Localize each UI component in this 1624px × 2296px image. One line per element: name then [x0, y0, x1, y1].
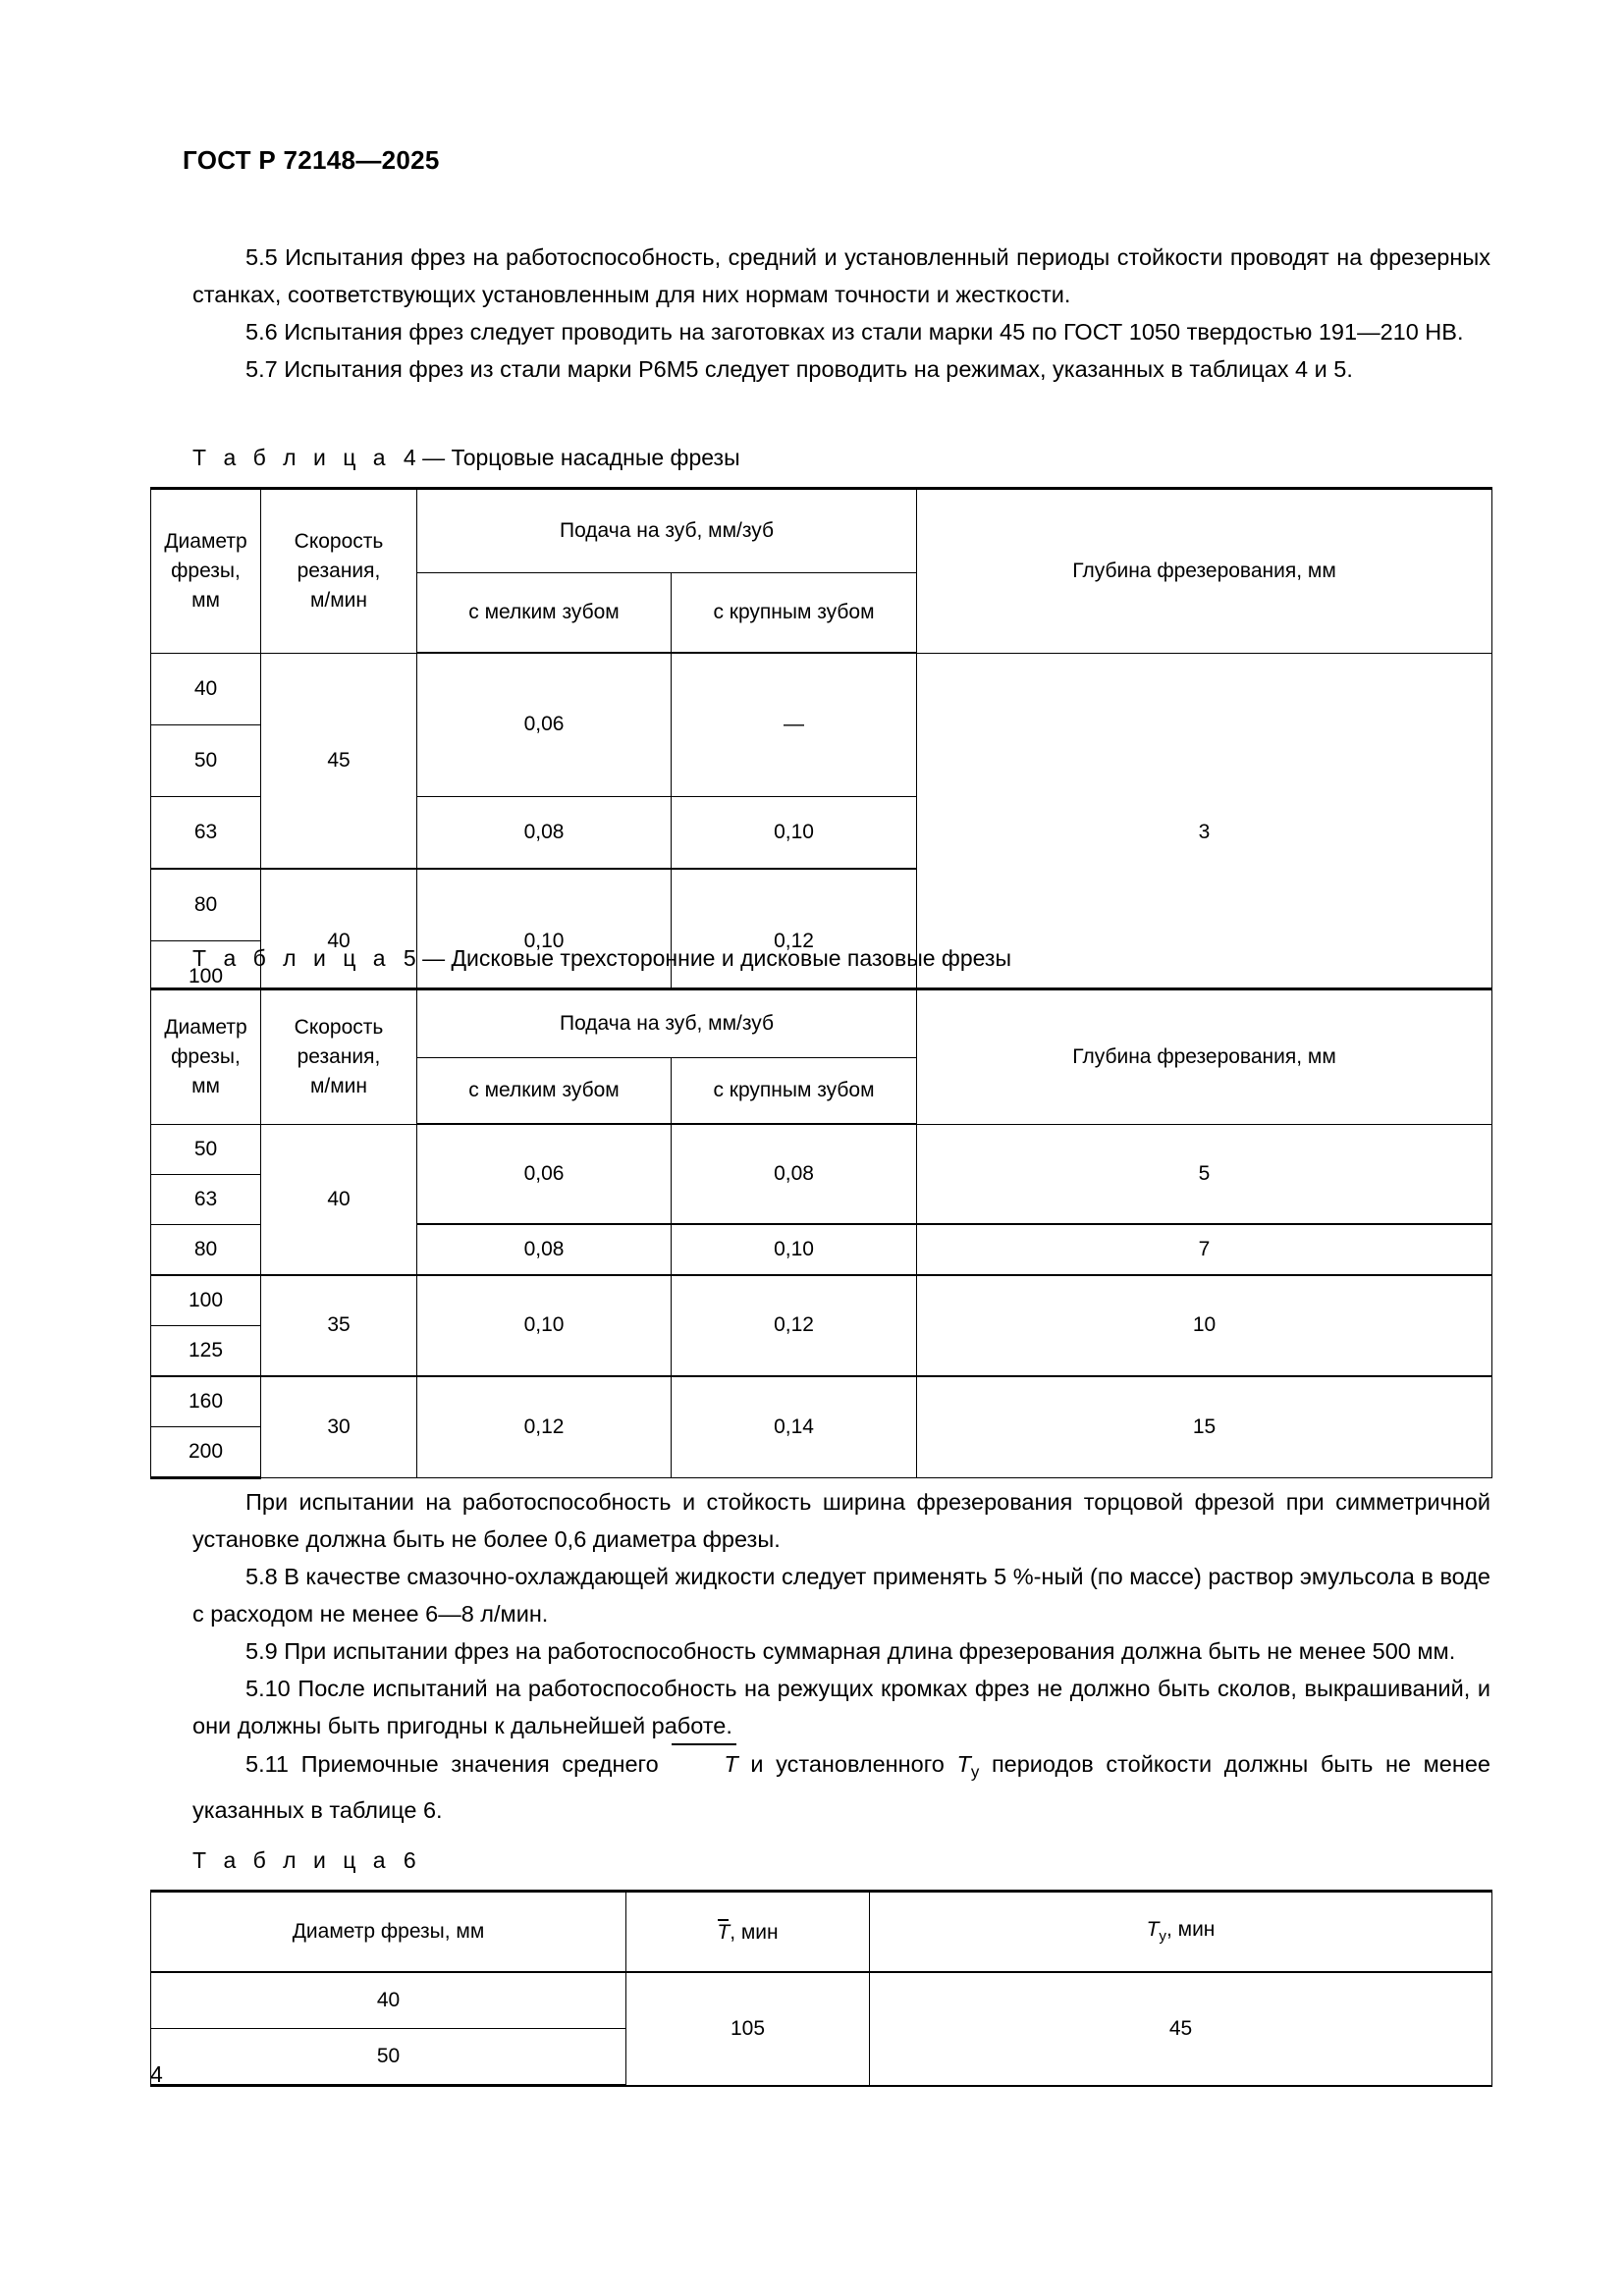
table-4-cell-feed-coarse: 0,10: [672, 796, 917, 869]
table-5-cell-feed-fine: 0,08: [417, 1224, 672, 1275]
table-5-cell-speed: 30: [261, 1376, 417, 1478]
table-4-caption-title: Торцовые насадные фрезы: [451, 445, 740, 470]
table-4-cell-feed-coarse: —: [672, 653, 917, 796]
table-5-header-row-1: [151, 989, 1492, 1058]
table-row: [151, 1972, 1492, 2029]
table-5-cell-feed-fine: 0,10: [417, 1275, 672, 1376]
paragraph-5-6: 5.6 Испытания фрез следует проводить на заготовках из стали марки 45 по ГОСТ 1050 твердостью 191—210 HB.: [245, 319, 1464, 345]
paragraph-5-11-part-a: 5.11 Приемочные значения среднего: [245, 1751, 672, 1777]
table-4-caption-number: 4: [403, 445, 416, 470]
page-number: 4: [150, 2061, 163, 2087]
table-5-col-depth: Глубина фрезерования, мм: [917, 989, 1492, 1125]
table-5-cell-speed: 35: [261, 1275, 417, 1376]
paragraph-5-8: 5.8 В качестве смазочно-охлаждающей жидкости следует применять 5 %-ный (по массе) раствор эмульсола в воде с расходом не менее 6—8 л/мин.: [192, 1564, 1490, 1627]
table-6-caption-number: 6: [403, 1847, 416, 1873]
table-5-cell-feed-fine: 0,06: [417, 1124, 672, 1224]
table-4-cell-speed: 45: [261, 653, 417, 869]
table-4-cell-depth: 3: [917, 653, 1492, 1013]
table-row: [151, 653, 1492, 724]
table-5-col-speed: Скорость резания, м/мин: [261, 989, 417, 1125]
table-5-caption-number: 5: [403, 945, 416, 971]
table-6-caption: [192, 1847, 416, 1874]
table-5-col-feed-group: Подача на зуб, мм/зуб: [417, 989, 917, 1058]
table-4-col-feed-group: Подача на зуб, мм/зуб: [417, 489, 917, 573]
paragraph-5-10: 5.10 После испытаний на работоспособность на режущих кромках фрез не должно быть сколов, выкрашиваний, и они должны быть пригодны к дальнейшей работе.: [192, 1676, 1490, 1738]
table-4: [150, 487, 1492, 1015]
table-6-cell-diameter: 50: [151, 2029, 626, 2086]
table-4-col-speed: Скорость резания, м/мин: [261, 489, 417, 654]
table-4-caption-label: Т а б л и ц а: [192, 445, 392, 470]
table-5-caption: [192, 945, 1011, 972]
table-4-cell-diameter: 63: [151, 796, 261, 869]
table-4-cell-speed: 40: [261, 869, 417, 1014]
table-5-cell-diameter: 63: [151, 1174, 261, 1224]
table-6-header-row: [151, 1892, 1492, 1973]
paragraph-5-11-part-b: и установленного: [737, 1751, 957, 1777]
table-5-cell-feed-fine: 0,12: [417, 1376, 672, 1478]
table-5-cell-speed: 40: [261, 1124, 417, 1275]
table-5-cell-depth: 7: [917, 1224, 1492, 1275]
table-4-caption-dash: —: [422, 445, 446, 470]
table-5-cell-feed-coarse: 0,12: [672, 1275, 917, 1376]
table-6-caption-label: Т а б л и ц а: [192, 1847, 392, 1873]
table-5-col-diameter: Диаметр фрезы, мм: [151, 989, 261, 1125]
paragraph-5-7: 5.7 Испытания фрез из стали марки Р6М5 следует проводить на режимах, указанных в таблицах 4 и 5.: [245, 356, 1353, 382]
table-6: [150, 1890, 1492, 2087]
running-header: ГОСТ Р 72148—2025: [183, 145, 440, 175]
table-5-cell-diameter: 50: [151, 1124, 261, 1174]
table-4-cell-diameter: 40: [151, 653, 261, 724]
table-6-col-diameter: Диаметр фрезы, мм: [151, 1892, 626, 1973]
table-4-cell-feed-coarse: 0,12: [672, 869, 917, 1014]
table-4-cell-feed-fine: 0,10: [417, 869, 672, 1014]
table-5-cell-feed-coarse: 0,08: [672, 1124, 917, 1224]
table-5-caption-title: Дисковые трехсторонние и дисковые пазовые фрезы: [451, 945, 1011, 971]
post-table-paragraphs: [192, 1483, 1490, 1829]
paragraph-5-11: [192, 1744, 1490, 1829]
table-row: [151, 1275, 1492, 1326]
table-row: [151, 1124, 1492, 1174]
table-5-cell-diameter: 160: [151, 1376, 261, 1427]
paragraph-5-5: 5.5 Испытания фрез на работоспособность, средний и установленный периоды стойкости проводят на фрезерных станках, соответствующих установленным для них нормам точности и жесткости.: [192, 244, 1490, 307]
table-5-cell-diameter: 100: [151, 1275, 261, 1326]
paragraph-5-11-part-c: периодов стойкости должны быть не менее указанных в таблице 6.: [192, 1751, 1490, 1823]
paragraph-width-note: При испытании на работоспособность и стойкость ширина фрезерования торцовой фрезой при симметричной установке должна быть не более 0,6 диаметра фрезы.: [192, 1489, 1490, 1552]
table-4-header-row-1: [151, 489, 1492, 573]
table-5-cell-depth: 15: [917, 1376, 1492, 1478]
table-4-cell-diameter: 100: [151, 940, 261, 1013]
table-4-cell-feed-fine: 0,06: [417, 653, 672, 796]
table-6-cell-t-mean: 105: [626, 1972, 870, 2086]
table-4-col-feed-fine: с мелким зубом: [417, 573, 672, 654]
table-row: [151, 1376, 1492, 1427]
table-5-cell-depth: 10: [917, 1275, 1492, 1376]
table-5-cell-depth: 5: [917, 1124, 1492, 1224]
table-4-cell-diameter: 50: [151, 724, 261, 796]
table-5: [150, 988, 1492, 1479]
table-5-col-feed-fine: с мелким зубом: [417, 1058, 672, 1125]
t-established-symbol: $T_у$: [956, 1751, 980, 1782]
table-5-cell-diameter: 80: [151, 1224, 261, 1275]
table-6-col-t-mean: T, мин: [626, 1892, 870, 1973]
intro-paragraphs: [192, 239, 1490, 388]
table-4-cell-feed-fine: 0,08: [417, 796, 672, 869]
table-4-cell-diameter: 80: [151, 869, 261, 941]
table-4-col-diameter: Диаметр фрезы, мм: [151, 489, 261, 654]
t-mean-symbol: T: [671, 1744, 737, 1783]
table-5-cell-feed-coarse: 0,10: [672, 1224, 917, 1275]
table-6-cell-t-established: 45: [870, 1972, 1492, 2086]
table-4-caption: [192, 445, 740, 471]
table-5-cell-diameter: 125: [151, 1325, 261, 1376]
table-5-cell-diameter: 200: [151, 1426, 261, 1477]
table-5-caption-dash: —: [422, 945, 446, 971]
table-6-col-t-established: $T_у$, мин: [870, 1892, 1492, 1973]
table-4-col-depth: Глубина фрезерования, мм: [917, 489, 1492, 654]
paragraph-5-9: 5.9 При испытании фрез на работоспособность суммарная длина фрезерования должна быть не менее 500 мм.: [245, 1638, 1456, 1664]
table-6-cell-diameter: 40: [151, 1972, 626, 2029]
table-5-cell-feed-coarse: 0,14: [672, 1376, 917, 1478]
table-5-caption-label: Т а б л и ц а: [192, 945, 392, 971]
table-5-col-feed-coarse: с крупным зубом: [672, 1058, 917, 1125]
table-4-col-feed-coarse: с крупным зубом: [672, 573, 917, 654]
